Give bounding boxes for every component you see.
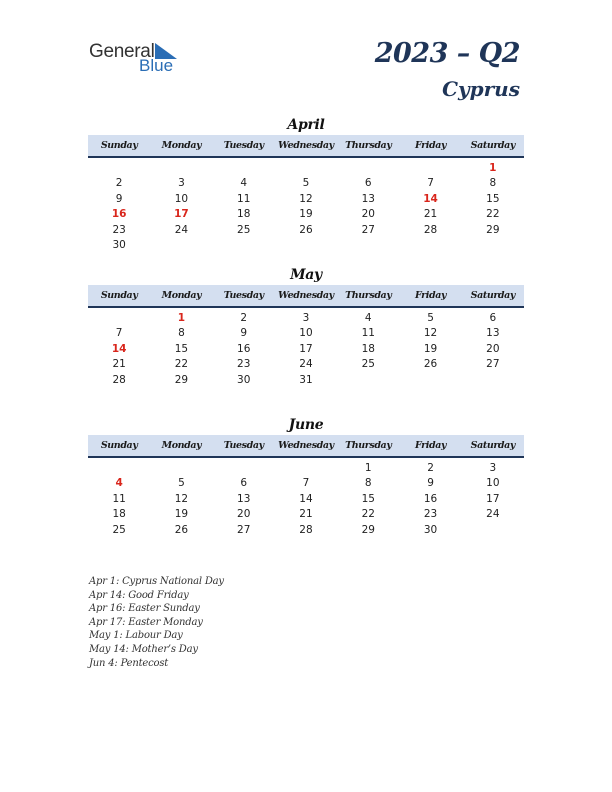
day-cell: 19 [423, 342, 438, 355]
holiday-note: Apr 14: Good Friday [89, 589, 189, 601]
day-cell [275, 238, 337, 253]
day-cell: 3 [489, 462, 497, 474]
day-cell: 19 [174, 508, 189, 521]
day-cell: 7 [115, 327, 123, 340]
day-cell: 30 [237, 373, 251, 386]
day-cell: 11 [237, 192, 251, 205]
day-cell: 15 [361, 492, 375, 505]
day-cell [150, 238, 212, 253]
weekday-label: Friday [414, 290, 447, 301]
weekday-label: Monday [161, 440, 202, 451]
week-row [88, 192, 524, 207]
day-cell: 21 [423, 208, 438, 221]
day-cell: 28 [299, 523, 313, 536]
day-cell: 1 [364, 462, 372, 474]
holiday-note: May 14: Mother’s Day [89, 643, 198, 655]
week-row [88, 223, 524, 238]
day-cell: 10 [299, 327, 313, 340]
day-cell: 6 [364, 177, 372, 190]
day-cell: 26 [174, 523, 189, 536]
day-cell: 28 [423, 223, 438, 236]
day-cell: 2 [427, 462, 434, 474]
day-cell: 20 [237, 508, 251, 521]
day-cell: 5 [178, 477, 185, 490]
day-cell: 29 [486, 223, 500, 236]
day-cell [213, 161, 275, 176]
day-cell: 13 [486, 327, 500, 340]
day-cell: 5 [427, 312, 434, 324]
day-cell: 4 [240, 177, 248, 190]
day-cell: 24 [174, 223, 189, 236]
day-cell: 18 [361, 342, 375, 355]
day-cell: 21 [299, 508, 313, 521]
week-row [88, 342, 524, 357]
holiday-day-cell: 14 [111, 342, 127, 355]
day-cell: 17 [486, 492, 500, 505]
day-cell: 3 [178, 177, 185, 190]
weekday-label: Saturday [470, 140, 516, 151]
month-april [88, 116, 524, 253]
weekday-label: Monday [161, 290, 202, 301]
day-cell: 9 [427, 477, 434, 490]
day-cell: 22 [486, 208, 500, 221]
weekday-label: Tuesday [223, 140, 264, 151]
day-cell: 19 [299, 208, 313, 221]
weekday-header-row [88, 135, 524, 158]
day-cell [275, 161, 337, 176]
day-cell: 3 [302, 312, 310, 324]
day-cell: 16 [237, 342, 251, 355]
day-cell: 6 [489, 312, 497, 324]
day-cell [150, 161, 212, 176]
day-cell: 18 [112, 508, 126, 521]
day-cell [213, 238, 275, 253]
day-cell: 30 [112, 238, 126, 251]
week-row [88, 461, 524, 476]
holiday-note: Apr 1: Cyprus National Day [89, 576, 224, 587]
holiday-note: Apr 16: Easter Sunday [89, 603, 200, 615]
day-cell: 12 [299, 192, 313, 205]
holiday-notes [89, 575, 224, 670]
month-name: April [287, 117, 325, 133]
weekday-label: Wednesday [278, 440, 334, 451]
logo-general-text: General [89, 41, 155, 62]
day-cell: 10 [174, 192, 189, 205]
day-cell [337, 373, 399, 388]
day-cell: 25 [237, 223, 251, 236]
day-cell: 12 [174, 492, 189, 505]
day-cell: 28 [112, 373, 126, 386]
day-cell [399, 161, 461, 176]
day-cell: 4 [364, 312, 372, 324]
day-cell [150, 461, 212, 476]
day-cell: 12 [423, 327, 438, 340]
holiday-day-cell: 4 [115, 477, 123, 490]
weekday-label: Friday [414, 440, 447, 451]
weekday-label: Wednesday [278, 290, 334, 301]
week-row [88, 161, 524, 176]
month-name: May [290, 267, 322, 283]
day-cell: 21 [112, 358, 126, 371]
day-cell: 30 [423, 523, 438, 536]
day-cell: 23 [423, 508, 438, 521]
day-cell: 10 [486, 477, 500, 490]
day-cell [462, 238, 524, 253]
holiday-note: May 1: Labour Day [89, 630, 183, 642]
day-cell: 27 [237, 523, 251, 536]
day-cell: 6 [240, 477, 248, 490]
weekday-header-row [88, 435, 524, 458]
holiday-day-cell: 1 [489, 162, 497, 174]
day-cell: 31 [299, 373, 313, 386]
day-cell: 13 [237, 492, 251, 505]
weekday-label: Saturday [470, 440, 516, 451]
weekday-label: Tuesday [223, 290, 264, 301]
day-cell: 16 [423, 492, 438, 505]
holiday-day-cell: 14 [423, 192, 438, 205]
weekday-label: Saturday [470, 290, 516, 301]
logo [89, 41, 189, 77]
weekday-label: Friday [414, 140, 447, 151]
logo-blue-text: Blue [139, 56, 174, 75]
week-row [88, 207, 524, 222]
day-cell [462, 373, 524, 388]
holiday-note: Jun 4: Pentecost [89, 657, 169, 669]
day-cell: 26 [299, 223, 313, 236]
day-cell: 8 [489, 177, 497, 190]
day-cell: 8 [178, 327, 185, 340]
day-cell [88, 461, 150, 476]
weekday-header-row [88, 285, 524, 308]
day-cell: 15 [174, 342, 189, 355]
day-cell: 17 [299, 342, 313, 355]
day-cell: 15 [486, 192, 500, 205]
week-row [88, 373, 524, 388]
week-row [88, 176, 524, 191]
day-cell [399, 238, 461, 253]
day-cell [88, 311, 150, 326]
week-row [88, 238, 524, 253]
day-cell: 11 [361, 327, 375, 340]
day-cell: 9 [115, 192, 123, 205]
holiday-day-cell: 16 [111, 208, 127, 221]
day-cell [337, 161, 399, 176]
day-cell: 9 [240, 327, 248, 340]
holiday-day-cell: 17 [174, 208, 189, 221]
day-cell: 22 [361, 508, 375, 521]
day-cell: 25 [361, 358, 375, 371]
day-cell [213, 461, 275, 476]
day-cell: 2 [115, 177, 123, 190]
weekday-label: Thursday [345, 290, 392, 301]
day-cell: 2 [240, 312, 248, 324]
week-row [88, 326, 524, 341]
weekday-label: Tuesday [223, 440, 264, 451]
day-cell: 20 [486, 342, 500, 355]
holiday-day-cell: 1 [177, 312, 186, 324]
week-row [88, 476, 524, 491]
weekday-label: Sunday [100, 290, 138, 301]
day-cell: 29 [174, 373, 189, 386]
day-cell: 25 [112, 523, 126, 536]
day-cell: 22 [174, 358, 189, 371]
week-row [88, 523, 524, 538]
day-cell: 23 [237, 358, 251, 371]
day-cell [337, 238, 399, 253]
day-cell: 27 [361, 223, 375, 236]
week-row [88, 507, 524, 522]
page-title: 2023 – Q2 [374, 38, 520, 69]
day-cell: 20 [361, 208, 375, 221]
day-cell: 8 [364, 477, 372, 490]
day-cell: 18 [237, 208, 251, 221]
week-row [88, 357, 524, 372]
day-cell [462, 523, 524, 538]
day-cell: 24 [486, 508, 500, 521]
day-cell: 7 [302, 477, 310, 490]
day-cell: 11 [112, 492, 126, 505]
month-june [88, 416, 524, 538]
week-row [88, 311, 524, 326]
day-cell: 7 [427, 177, 434, 190]
day-cell: 26 [423, 358, 438, 371]
weekday-label: Thursday [345, 440, 392, 451]
day-cell: 24 [299, 358, 313, 371]
weekday-label: Sunday [100, 140, 138, 151]
day-cell: 14 [299, 492, 313, 505]
day-cell: 27 [486, 358, 500, 371]
holiday-note: Apr 17: Easter Monday [89, 616, 203, 628]
day-cell: 5 [302, 177, 310, 190]
day-cell [275, 461, 337, 476]
week-row [88, 492, 524, 507]
day-cell [88, 161, 150, 176]
day-cell: 23 [112, 223, 126, 236]
weekday-label: Thursday [345, 140, 392, 151]
weekday-label: Monday [161, 140, 202, 151]
weekday-label: Sunday [100, 440, 138, 451]
day-cell [399, 373, 461, 388]
country-name: Cyprus [442, 77, 520, 101]
day-cell: 13 [361, 192, 375, 205]
weekday-label: Wednesday [278, 140, 334, 151]
month-may [88, 266, 524, 388]
month-name: June [288, 417, 324, 433]
day-cell: 29 [361, 523, 375, 536]
